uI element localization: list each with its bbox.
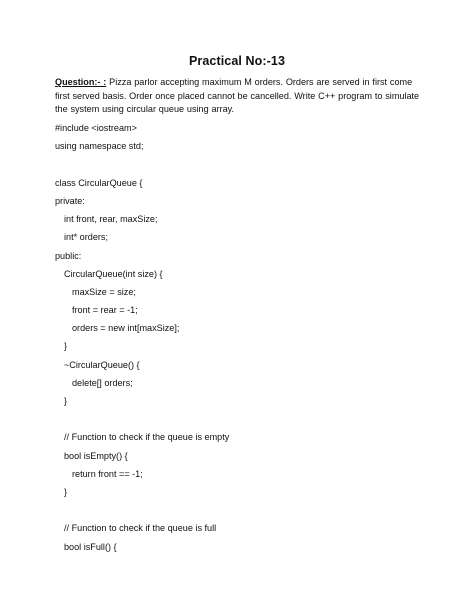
code-line: // Function to check if the queue is empty <box>64 432 230 442</box>
code-line: bool isEmpty() { <box>64 451 128 461</box>
code-line: front = rear = -1; <box>72 305 138 315</box>
question-label: Question:- : <box>55 77 107 87</box>
code-line: bool isFull() { <box>64 542 117 552</box>
code-line: #include <iostream> <box>55 123 137 133</box>
code-line: int* orders; <box>64 232 108 242</box>
code-line: } <box>64 341 68 351</box>
code-line: public: <box>55 251 82 261</box>
code-line: ~CircularQueue() { <box>64 360 140 370</box>
code-line: int front, rear, maxSize; <box>64 214 158 224</box>
page-title: Practical No:-13 <box>188 54 286 68</box>
code-line: return front == -1; <box>72 469 143 479</box>
question-text: Pizza parlor accepting maximum M orders. Orders are served in first come first served basis. Order once placed cannot be cancelled. Write C++ program to simulate the system using circular queue using array. <box>55 77 420 114</box>
code-line: // Function to check if the queue is full <box>64 523 217 533</box>
code-line: private: <box>55 196 85 206</box>
code-line: class CircularQueue { <box>55 178 143 188</box>
code-line: maxSize = size; <box>72 287 136 297</box>
question-paragraph <box>55 76 427 117</box>
code-line: delete[] orders; <box>72 378 133 388</box>
code-line: orders = new int[maxSize]; <box>72 323 180 333</box>
code-line: using namespace std; <box>55 141 144 151</box>
code-line: } <box>64 396 68 406</box>
code-line: } <box>64 487 68 497</box>
code-line: CircularQueue(int size) { <box>64 269 163 279</box>
